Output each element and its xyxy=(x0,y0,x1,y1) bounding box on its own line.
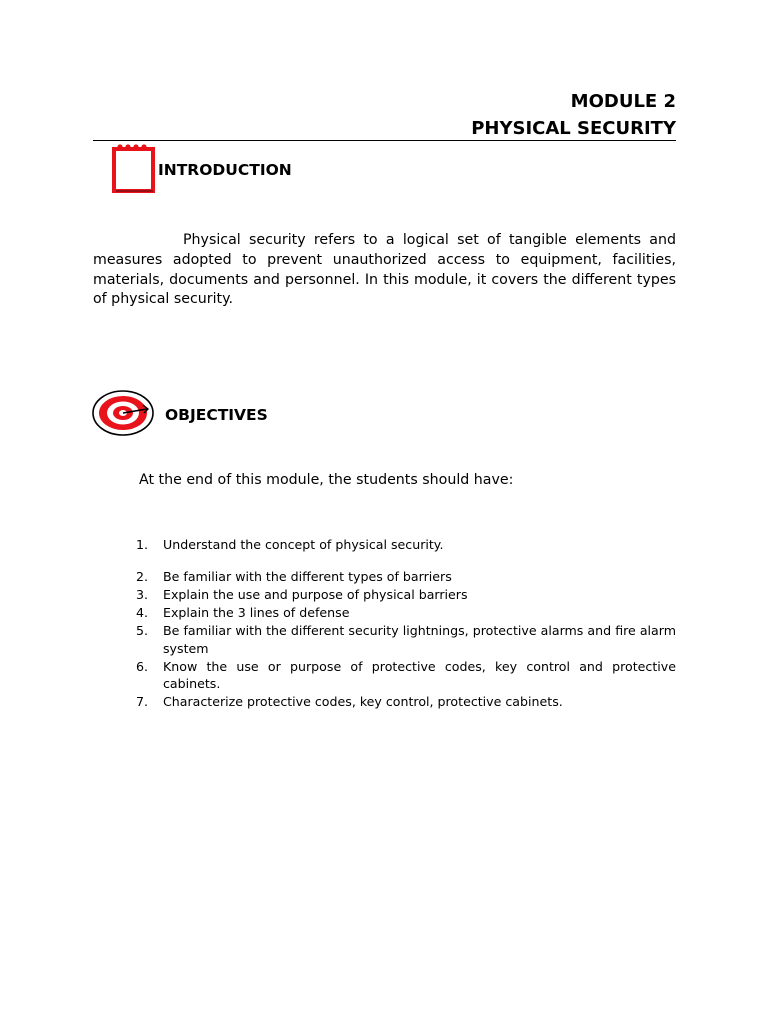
module-number: MODULE 2 xyxy=(570,91,676,112)
introduction-heading: INTRODUCTION xyxy=(158,161,292,179)
header-divider xyxy=(93,140,676,141)
objectives-lead: At the end of this module, the students should have: xyxy=(139,472,514,488)
list-item: 5. Be familiar with the different security lightnings, protective alarms and fire alarm system xyxy=(136,622,676,656)
list-item: 3. Explain the use and purpose of physical barriers xyxy=(136,586,468,602)
module-title: PHYSICAL SECURITY xyxy=(471,118,676,139)
list-item: 4. Explain the 3 lines of defense xyxy=(136,604,350,620)
notepad-icon xyxy=(110,143,158,195)
module-header xyxy=(471,88,676,142)
introduction-paragraph xyxy=(93,231,676,310)
objectives-list xyxy=(136,536,676,711)
list-item: 1. Understand the concept of physical security. xyxy=(136,537,444,552)
list-item: 2. Be familiar with the different types of barriers xyxy=(136,568,452,584)
target-icon xyxy=(91,389,157,437)
objectives-heading: OBJECTIVES xyxy=(165,406,268,424)
list-item: 6. Know the use or purpose of protective codes, key control and protective cabinets. xyxy=(136,658,676,692)
introduction-text: Physical security refers to a logical set of tangible elements and measures adopted to prevent unauthorized access to equipment, facilities, materials, documents and personnel. In this module, it covers the different types of physical security. xyxy=(93,232,676,308)
list-item: 7. Characterize protective codes, key control, protective cabinets. xyxy=(136,694,563,710)
